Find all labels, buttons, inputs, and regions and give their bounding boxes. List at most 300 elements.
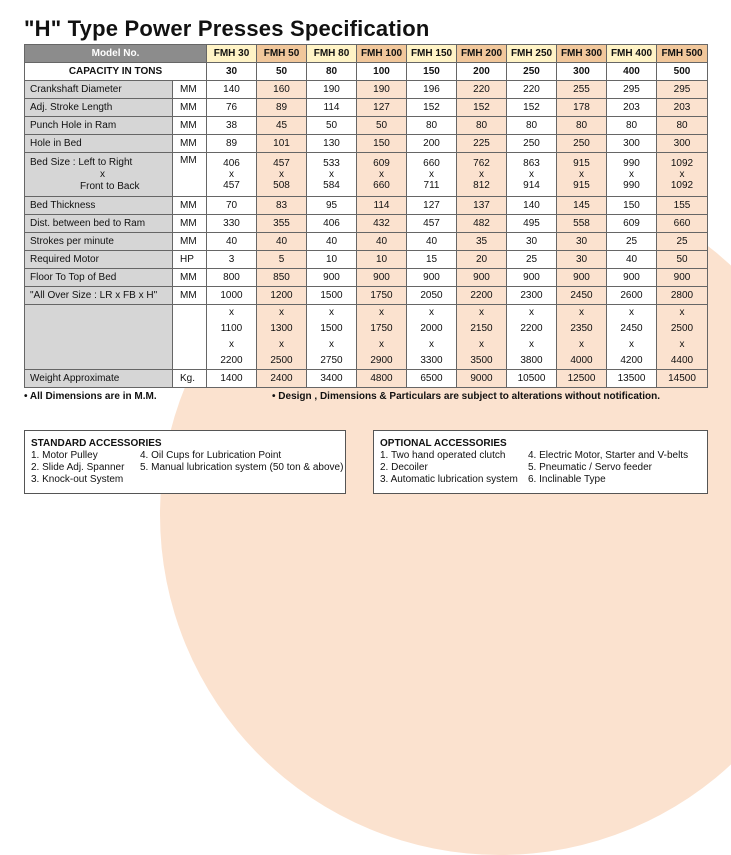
value-fb: 584: [323, 180, 340, 191]
value-cell: 2200: [457, 287, 507, 305]
value-x: x: [579, 339, 584, 350]
value-cell: 250: [507, 135, 557, 153]
row-label: "All Over Size : LR x FB x H": [25, 287, 173, 305]
value-cell: 137: [457, 197, 507, 215]
table-row: [25, 135, 708, 153]
value-stack: [507, 158, 556, 191]
model-cell: FMH 80: [307, 45, 357, 63]
value-cell: [457, 305, 507, 370]
value-h: 4200: [620, 355, 643, 366]
value-lr: 990: [623, 158, 640, 169]
value-h: 3500: [470, 355, 493, 366]
value-stack: [357, 158, 406, 191]
value-cell: 900: [507, 269, 557, 287]
value-cell: 900: [607, 269, 657, 287]
model-cell: FMH 250: [507, 45, 557, 63]
table-row: [25, 251, 708, 269]
bed-size-label-line: Front to Back: [80, 180, 140, 192]
capacity-cell: 400: [607, 63, 657, 81]
value-cell: 190: [357, 81, 407, 99]
value-cell: 2400: [257, 370, 307, 388]
value-fb: 1092: [670, 180, 694, 191]
value-lr: 660: [423, 158, 440, 169]
optional-col-1: [380, 450, 528, 486]
value-cell: 50: [307, 117, 357, 135]
value-fb: 660: [373, 180, 390, 191]
value-cell: 14500: [657, 370, 708, 388]
value-fb: 1100: [220, 323, 243, 334]
value-cell: 20: [457, 251, 507, 269]
row-label: Weight Approximate: [25, 370, 173, 388]
model-cell: FMH 150: [407, 45, 457, 63]
value-cell: 30: [507, 233, 557, 251]
value-cell: 850: [257, 269, 307, 287]
value-x: x: [379, 307, 384, 318]
row-label: Adj. Stroke Length: [25, 99, 173, 117]
value-cell: [407, 153, 457, 197]
value-cell: 4800: [357, 370, 407, 388]
value-cell: 220: [457, 81, 507, 99]
standard-col-2: [140, 450, 343, 486]
value-cell: 609: [607, 215, 657, 233]
value-cell: 40: [407, 233, 457, 251]
value-cell: 38: [207, 117, 257, 135]
value-cell: 25: [507, 251, 557, 269]
value-cell: 80: [657, 117, 708, 135]
value-cell: 89: [257, 99, 307, 117]
value-x: x: [229, 169, 234, 180]
row-unit: MM: [173, 99, 207, 117]
value-cell: 196: [407, 81, 457, 99]
table-row: [25, 370, 708, 388]
value-cell: 15: [407, 251, 457, 269]
value-cell: 900: [357, 269, 407, 287]
value-cell: 2800: [657, 287, 708, 305]
value-cell: [307, 153, 357, 197]
value-lr: 915: [573, 158, 590, 169]
row-label: [25, 153, 173, 197]
table-row-overall-detail: [25, 305, 708, 370]
capacity-row: [25, 63, 708, 81]
optional-accessory-item: 1. Two hand operated clutch: [380, 450, 506, 461]
value-cell: [657, 153, 708, 197]
capacity-cell: 200: [457, 63, 507, 81]
value-cell: [557, 305, 607, 370]
row-unit: MM: [173, 233, 207, 251]
value-stack: [307, 305, 356, 369]
value-stack: [207, 158, 256, 191]
value-x: x: [329, 339, 334, 350]
value-x: x: [629, 339, 634, 350]
optional-col-2: [528, 450, 688, 486]
table-row: [25, 81, 708, 99]
value-cell: 160: [257, 81, 307, 99]
value-cell: 127: [407, 197, 457, 215]
optional-accessories-box: [373, 430, 708, 494]
capacity-cell: 300: [557, 63, 607, 81]
capacity-cell: 250: [507, 63, 557, 81]
value-stack: [257, 158, 306, 191]
value-cell: 152: [457, 99, 507, 117]
value-stack: [607, 158, 656, 191]
standard-accessory-item: 3. Knock-out System: [31, 474, 124, 485]
value-fb: 2450: [620, 323, 643, 334]
value-x: x: [679, 307, 685, 318]
value-cell: 80: [457, 117, 507, 135]
value-fb: 812: [473, 180, 490, 191]
value-cell: 355: [257, 215, 307, 233]
value-stack: [557, 305, 606, 369]
value-cell: 89: [207, 135, 257, 153]
value-cell: [407, 305, 457, 370]
bed-size-label: [30, 157, 172, 193]
capacity-cell: 100: [357, 63, 407, 81]
value-cell: 406: [307, 215, 357, 233]
value-cell: 250: [557, 135, 607, 153]
optional-accessory-item: 4. Electric Motor, Starter and V-belts: [528, 450, 689, 461]
value-cell: 900: [657, 269, 708, 287]
value-cell: 40: [307, 233, 357, 251]
row-label: Floor To Top of Bed: [25, 269, 173, 287]
value-stack: [357, 305, 406, 369]
capacity-cell: 150: [407, 63, 457, 81]
capacity-cell: 50: [257, 63, 307, 81]
row-label: Required Motor: [25, 251, 173, 269]
value-cell: 1200: [257, 287, 307, 305]
value-fb: 2500: [670, 323, 694, 334]
table-row-overall: [25, 287, 708, 305]
value-stack: [207, 305, 256, 369]
standard-accessories-box: [24, 430, 346, 494]
value-cell: 80: [557, 117, 607, 135]
value-x: x: [279, 169, 284, 180]
value-cell: 203: [607, 99, 657, 117]
table-row: [25, 99, 708, 117]
standard-accessory-item: 1. Motor Pulley: [31, 450, 98, 461]
value-x: x: [429, 169, 434, 180]
value-fb: 990: [623, 180, 640, 191]
optional-accessory-item: 6. Inclinable Type: [528, 474, 606, 485]
value-cell: [607, 153, 657, 197]
model-cell: FMH 30: [207, 45, 257, 63]
value-cell: 25: [657, 233, 708, 251]
value-lr: 762: [473, 158, 490, 169]
value-cell: 40: [257, 233, 307, 251]
value-cell: 76: [207, 99, 257, 117]
value-stack: [407, 305, 456, 369]
value-cell: 140: [507, 197, 557, 215]
value-cell: 140: [207, 81, 257, 99]
capacity-cell: 500: [657, 63, 708, 81]
capacity-cell: 30: [207, 63, 257, 81]
capacity-cell: 80: [307, 63, 357, 81]
value-stack: [657, 305, 707, 369]
model-cell: FMH 400: [607, 45, 657, 63]
model-cell: FMH 500: [657, 45, 708, 63]
value-fb: 2350: [570, 323, 593, 334]
value-cell: 101: [257, 135, 307, 153]
value-cell: [507, 153, 557, 197]
value-cell: 95: [307, 197, 357, 215]
value-cell: 127: [357, 99, 407, 117]
optional-accessory-item: 5. Pneumatic / Servo feeder: [528, 462, 652, 473]
value-cell: 40: [357, 233, 407, 251]
value-x: x: [229, 307, 234, 318]
value-cell: 3400: [307, 370, 357, 388]
header-row: [25, 45, 708, 63]
value-cell: 190: [307, 81, 357, 99]
value-fb: 915: [573, 180, 590, 191]
value-cell: 80: [407, 117, 457, 135]
value-h: 2200: [220, 355, 243, 366]
value-cell: 2600: [607, 287, 657, 305]
value-x: x: [479, 339, 484, 350]
value-lr: 406: [223, 158, 240, 169]
value-h: 2900: [370, 355, 393, 366]
standard-accessory-item: 2. Slide Adj. Spanner: [31, 462, 125, 473]
value-cell: 1500: [307, 287, 357, 305]
value-x: x: [229, 339, 234, 350]
page-title: "H" Type Power Presses Specification: [24, 16, 430, 41]
row-unit: MM: [173, 81, 207, 99]
row-unit: MM: [173, 287, 207, 305]
value-lr: 1092: [670, 158, 694, 169]
value-x: x: [279, 339, 284, 350]
value-x: x: [579, 169, 584, 180]
value-cell: 6500: [407, 370, 457, 388]
value-h: 4000: [570, 355, 593, 366]
value-h: 4400: [670, 355, 694, 366]
value-cell: 558: [557, 215, 607, 233]
optional-accessory-item: 3. Automatic lubrication system: [380, 474, 518, 485]
value-cell: 35: [457, 233, 507, 251]
row-label: Strokes per minute: [25, 233, 173, 251]
value-x: x: [379, 169, 384, 180]
value-x: x: [329, 307, 334, 318]
row-label: Dist. between bed to Ram: [25, 215, 173, 233]
note-dimensions: • All Dimensions are in M.M.: [24, 391, 157, 402]
value-x: x: [329, 169, 334, 180]
value-cell: 145: [557, 197, 607, 215]
table-row: [25, 269, 708, 287]
standard-accessories-title: STANDARD ACCESSORIES: [31, 438, 162, 449]
value-lr: 609: [373, 158, 390, 169]
table-row: [25, 197, 708, 215]
value-stack: [657, 158, 707, 191]
value-cell: 457: [407, 215, 457, 233]
value-cell: 800: [207, 269, 257, 287]
value-cell: 114: [357, 197, 407, 215]
value-cell: [257, 153, 307, 197]
value-fb: 2200: [520, 323, 543, 334]
value-fb: 457: [223, 180, 240, 191]
value-cell: 255: [557, 81, 607, 99]
value-stack: [507, 305, 556, 369]
value-cell: 1750: [357, 287, 407, 305]
row-unit: MM: [173, 153, 207, 197]
value-cell: [307, 305, 357, 370]
row-unit: MM: [173, 117, 207, 135]
value-cell: 3: [207, 251, 257, 269]
value-cell: 295: [657, 81, 708, 99]
row-label: Punch Hole in Ram: [25, 117, 173, 135]
value-cell: 295: [607, 81, 657, 99]
value-h: 2750: [320, 355, 343, 366]
value-fb: 711: [423, 180, 440, 191]
row-label: Crankshaft Diameter: [25, 81, 173, 99]
value-cell: 300: [657, 135, 708, 153]
value-cell: 9000: [457, 370, 507, 388]
model-cell: FMH 50: [257, 45, 307, 63]
value-cell: 40: [607, 251, 657, 269]
value-cell: [357, 305, 407, 370]
table-row: [25, 215, 708, 233]
row-unit: MM: [173, 215, 207, 233]
table-row: [25, 233, 708, 251]
standard-accessory-item: 5. Manual lubrication system (50 ton & above): [140, 462, 344, 473]
value-fb: 2000: [420, 323, 443, 334]
optional-accessories-title: OPTIONAL ACCESSORIES: [380, 438, 507, 449]
value-x: x: [529, 169, 534, 180]
row-label: Hole in Bed: [25, 135, 173, 153]
value-cell: 1000: [207, 287, 257, 305]
value-stack: [607, 305, 656, 369]
value-cell: 2450: [557, 287, 607, 305]
value-cell: [557, 153, 607, 197]
value-cell: 330: [207, 215, 257, 233]
value-cell: 900: [407, 269, 457, 287]
value-fb: 2150: [470, 323, 493, 334]
value-cell: [207, 153, 257, 197]
value-cell: 225: [457, 135, 507, 153]
row-unit: HP: [173, 251, 207, 269]
model-header: Model No.: [25, 45, 207, 63]
value-x: x: [529, 339, 534, 350]
value-cell: [257, 305, 307, 370]
value-cell: [357, 153, 407, 197]
value-h: 3300: [420, 355, 443, 366]
standard-col-1: [31, 450, 140, 486]
value-x: x: [629, 307, 634, 318]
value-x: x: [429, 339, 434, 350]
value-cell: 1400: [207, 370, 257, 388]
model-cell: FMH 200: [457, 45, 507, 63]
table-row-bed-size: [25, 153, 708, 197]
value-cell: 152: [407, 99, 457, 117]
model-cell: FMH 100: [357, 45, 407, 63]
value-cell: 220: [507, 81, 557, 99]
value-fb: 1500: [320, 323, 343, 334]
optional-accessory-item: 2. Decoiler: [380, 462, 428, 473]
value-cell: [507, 305, 557, 370]
model-cell: FMH 300: [557, 45, 607, 63]
value-cell: 10: [357, 251, 407, 269]
row-unit: MM: [173, 135, 207, 153]
capacity-label: CAPACITY IN TONS: [25, 63, 207, 81]
row-label: [25, 305, 173, 370]
value-x: x: [429, 307, 434, 318]
value-cell: 900: [457, 269, 507, 287]
value-cell: 495: [507, 215, 557, 233]
value-x: x: [629, 169, 634, 180]
value-cell: 2300: [507, 287, 557, 305]
value-h: 3800: [520, 355, 543, 366]
value-cell: 114: [307, 99, 357, 117]
value-x: x: [529, 307, 534, 318]
value-cell: 70: [207, 197, 257, 215]
row-unit: MM: [173, 197, 207, 215]
standard-accessory-item: 4. Oil Cups for Lubrication Point: [140, 450, 282, 461]
value-fb: 914: [523, 180, 540, 191]
value-cell: 50: [657, 251, 708, 269]
value-lr: 533: [323, 158, 340, 169]
bed-size-label-line: Bed Size : Left to Right: [30, 156, 133, 168]
value-x: x: [579, 307, 584, 318]
row-label: Bed Thickness: [25, 197, 173, 215]
value-cell: 40: [207, 233, 257, 251]
value-cell: 5: [257, 251, 307, 269]
bed-size-label-line: x: [100, 168, 105, 180]
row-unit: MM: [173, 269, 207, 287]
value-cell: 660: [657, 215, 708, 233]
value-cell: 150: [607, 197, 657, 215]
row-unit: [173, 305, 207, 370]
value-lr: 863: [523, 158, 540, 169]
value-stack: [407, 158, 456, 191]
value-cell: 83: [257, 197, 307, 215]
value-x: x: [279, 307, 284, 318]
value-cell: [207, 305, 257, 370]
value-cell: 80: [607, 117, 657, 135]
value-cell: 12500: [557, 370, 607, 388]
value-cell: 900: [307, 269, 357, 287]
value-cell: 10: [307, 251, 357, 269]
row-unit: Kg.: [173, 370, 207, 388]
value-fb: 1750: [370, 323, 393, 334]
table-row: [25, 117, 708, 135]
value-cell: [657, 305, 708, 370]
value-cell: 150: [357, 135, 407, 153]
spec-table: [24, 44, 708, 388]
value-cell: 152: [507, 99, 557, 117]
value-stack: [307, 158, 356, 191]
note-alterations: • Design , Dimensions & Particulars are subject to alterations without notification.: [272, 391, 661, 402]
value-fb: 508: [273, 180, 290, 191]
value-h: 2500: [270, 355, 293, 366]
value-stack: [557, 158, 606, 191]
value-cell: 10500: [507, 370, 557, 388]
value-cell: 200: [407, 135, 457, 153]
value-cell: 300: [607, 135, 657, 153]
value-x: x: [679, 169, 685, 180]
value-x: x: [379, 339, 384, 350]
value-cell: [607, 305, 657, 370]
value-x: x: [479, 169, 484, 180]
value-cell: 178: [557, 99, 607, 117]
value-stack: [457, 305, 506, 369]
value-cell: 203: [657, 99, 708, 117]
value-cell: 130: [307, 135, 357, 153]
value-cell: [457, 153, 507, 197]
value-cell: 432: [357, 215, 407, 233]
value-cell: 25: [607, 233, 657, 251]
value-cell: 30: [557, 251, 607, 269]
value-cell: 2050: [407, 287, 457, 305]
value-cell: 482: [457, 215, 507, 233]
value-cell: 80: [507, 117, 557, 135]
value-cell: 900: [557, 269, 607, 287]
value-stack: [457, 158, 506, 191]
